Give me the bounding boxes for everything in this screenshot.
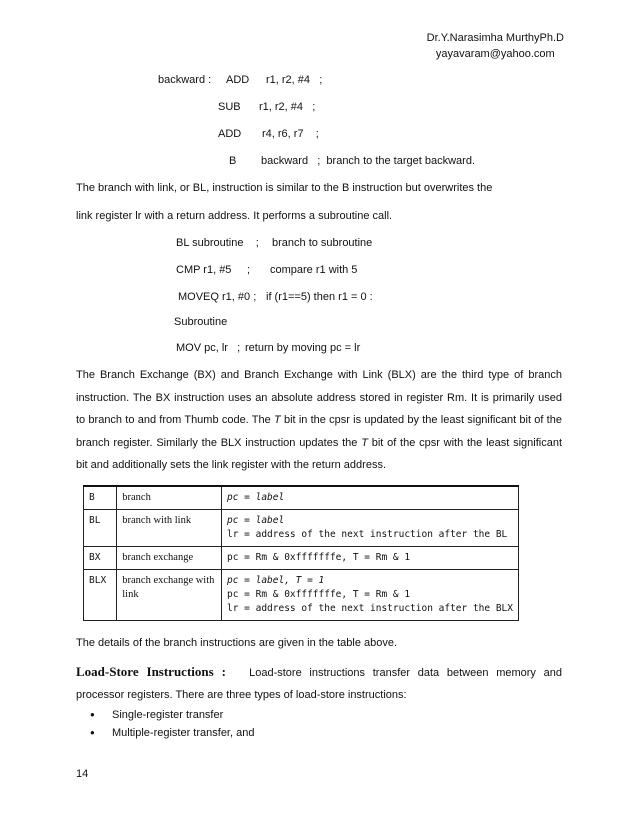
code-op: B (229, 155, 237, 167)
code-instr: BL subroutine ; (176, 237, 259, 249)
t-bit-2: T (361, 436, 368, 449)
load-store-section (76, 661, 562, 706)
code-instr: CMP r1, #5 (176, 264, 232, 276)
section-text: Load-store instructions transfer data between memory and processor registers. There are three types of load-store instructions: (76, 667, 562, 701)
para2-text-a: The Branch Exchange (BX) and Branch Exchange with Link (BLX) are the third type of branch instruction. The BX instruction uses an absolute address stored in register Rm. It is primarily used to branch to and from Thumb code. The (76, 369, 562, 427)
table-cell-description: branch with link (117, 510, 222, 547)
paragraph-bl-line2: link register lr with a return address. It performs a subroutine call. (76, 210, 393, 222)
para2-text-c: bit of the cpsr with the least significant bit and additionally sets the link register with the return address. (76, 436, 562, 472)
code-args: r4, r6, r7 ; (262, 128, 319, 140)
table-caption: The details of the branch instructions are given in the table above. (76, 637, 398, 649)
code-instr: MOV pc, lr ; (176, 342, 241, 354)
list-item: ● Single-register transfer (90, 706, 254, 724)
paragraph-bl-line1: The branch with link, or BL, instruction is similar to the B instruction but overwrites the (76, 182, 493, 194)
table-cell-operation (222, 570, 519, 621)
code-sep: ; (247, 264, 251, 276)
operation-line: pc = label, T = 1 (227, 575, 325, 586)
author-name: Dr.Y.Narasimha MurthyPh.D (426, 32, 564, 44)
operation-line: pc = label (227, 515, 285, 526)
code-args: r1, r2, #4 ; (266, 74, 323, 86)
table-row (84, 547, 519, 570)
code-op: SUB (218, 101, 241, 113)
table-row (84, 570, 519, 621)
operation-line: lr = address of the next instruction after the BL (227, 529, 508, 540)
table-cell-mnemonic: BLX (84, 570, 117, 621)
operation-line: lr = address of the next instruction after the BLX (227, 603, 513, 614)
operation-line: pc = label (227, 492, 285, 503)
operation-line: pc = Rm & 0xfffffffe, T = Rm & 1 (227, 552, 411, 563)
page-number: 14 (76, 768, 89, 780)
table-cell-mnemonic: BL (84, 510, 117, 547)
t-bit-1: T (273, 414, 281, 427)
table-cell-description: branch exchange with link (117, 570, 222, 621)
paragraph-bx-blx (76, 364, 562, 477)
table-cell-operation (222, 547, 519, 570)
list-item: ● Multiple-register transfer, and (90, 724, 254, 742)
code-op: ADD (218, 128, 242, 140)
section-heading: Load-Store Instructions : (76, 664, 226, 679)
code-label-backward: backward : (158, 74, 212, 86)
code-args: backward ; branch to the target backward. (261, 155, 476, 167)
code-comment: if (r1==5) then r1 = 0 : (266, 291, 373, 303)
load-store-type-list (90, 706, 254, 742)
code-instr: MOVEQ r1, #0 ; (178, 291, 257, 303)
table-row (84, 510, 519, 547)
code-op: ADD (226, 74, 250, 86)
table-row (84, 486, 519, 510)
table-cell-mnemonic: BX (84, 547, 117, 570)
code-comment: compare r1 with 5 (270, 264, 358, 276)
operation-line: pc = Rm & 0xfffffffe, T = Rm & 1 (227, 589, 411, 600)
table-cell-mnemonic: B (84, 486, 117, 510)
para2-text-b: bit in the cpsr is updated by the least significant bit of the branch register. Similarly the BLX instruction updates the (76, 414, 562, 449)
code-comment: return by moving pc = lr (245, 342, 361, 354)
table-cell-operation (222, 510, 519, 547)
code-args: r1, r2, #4 ; (259, 101, 316, 113)
table-cell-description: branch (117, 486, 222, 510)
table-cell-operation (222, 486, 519, 510)
author-email: yayavaram@yahoo.com (435, 48, 555, 60)
code-comment: branch to subroutine (272, 237, 373, 249)
table-cell-description: branch exchange (117, 547, 222, 570)
code-label-subroutine: Subroutine (174, 316, 228, 328)
page-header (427, 30, 564, 62)
branch-instruction-table (83, 485, 519, 621)
